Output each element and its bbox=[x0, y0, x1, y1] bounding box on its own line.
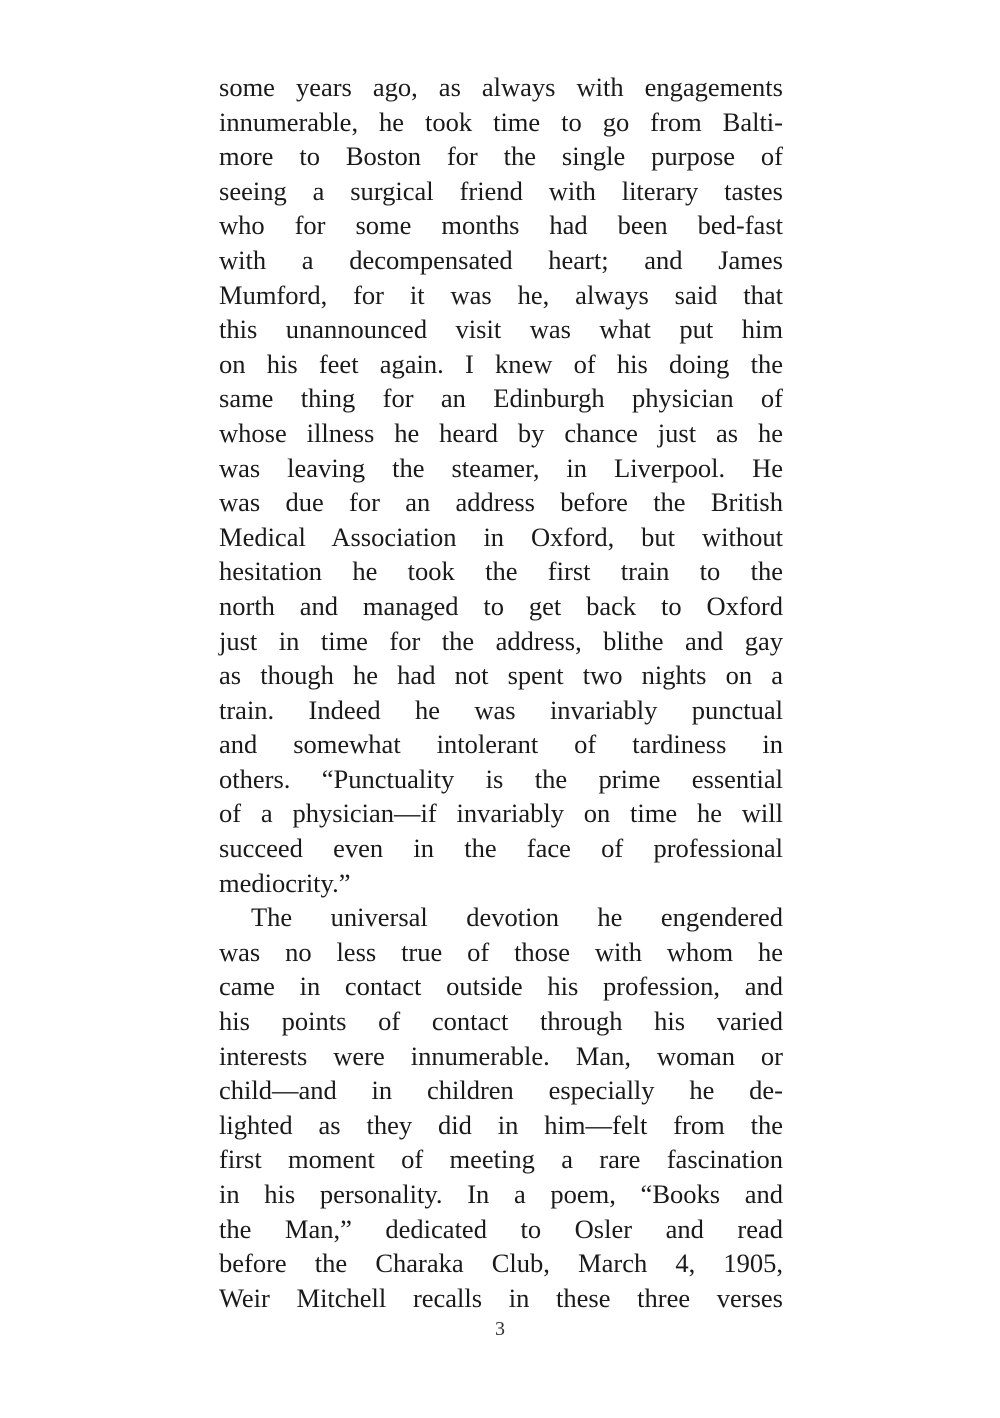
body-text bbox=[219, 70, 783, 1315]
text-line: of a physician—if invariably on time he will bbox=[219, 798, 783, 829]
text-line: hesitation he took the first train to the bbox=[219, 556, 783, 587]
text-line: this unannounced visit was what put him bbox=[219, 314, 783, 345]
paragraph-2 bbox=[219, 900, 783, 1315]
text-line: was no less true of those with whom he bbox=[219, 936, 783, 967]
text-line: before the Charaka Club, March 4, 1905, bbox=[219, 1248, 783, 1279]
text-line: as though he had not spent two nights on a bbox=[219, 660, 783, 691]
text-line: was leaving the steamer, in Liverpool. He bbox=[219, 452, 783, 483]
text-line: in his personality. In a poem, “Books and bbox=[219, 1179, 783, 1209]
text-line: first moment of meeting a rare fascination bbox=[219, 1144, 783, 1175]
text-line: on his feet again. I knew of his doing the bbox=[219, 348, 783, 379]
text-line: child—and in children especially he de- bbox=[219, 1075, 783, 1106]
text-line: The universal devotion he engendered bbox=[251, 902, 783, 933]
text-line: was due for an address before the British bbox=[219, 487, 783, 518]
text-line: north and managed to get back to Oxford bbox=[219, 590, 783, 621]
text-line: some years ago, as always with engagements bbox=[219, 72, 783, 102]
text-line: seeing a surgical friend with literary tastes bbox=[219, 175, 783, 206]
text-line: more to Boston for the single purpose of bbox=[219, 141, 783, 172]
text-line: others. “Punctuality is the prime essential bbox=[219, 763, 783, 794]
text-line: same thing for an Edinburgh physician of bbox=[219, 383, 783, 414]
text-line: whose illness he heard by chance just as he bbox=[219, 417, 783, 448]
text-line: train. Indeed he was invariably punctual bbox=[219, 694, 783, 725]
paragraph-1 bbox=[219, 70, 783, 900]
text-line: Mumford, for it was he, always said that bbox=[219, 279, 783, 310]
text-line: who for some months had been bed-fast bbox=[219, 210, 783, 241]
text-line: succeed even in the face of professional bbox=[219, 833, 783, 864]
text-line: Weir Mitchell recalls in these three verses bbox=[219, 1282, 783, 1313]
text-line: Medical Association in Oxford, but without bbox=[219, 521, 783, 552]
page-number: 3 bbox=[495, 1318, 505, 1340]
text-line: and somewhat intolerant of tardiness in bbox=[219, 729, 783, 760]
text-line: just in time for the address, blithe and gay bbox=[219, 625, 783, 656]
text-line: innumerable, he took time to go from Balti- bbox=[219, 106, 783, 137]
text-line: interests were innumerable. Man, woman or bbox=[219, 1040, 783, 1071]
text-line: mediocrity.” bbox=[219, 867, 351, 898]
text-line: with a decompensated heart; and James bbox=[219, 244, 783, 275]
text-line: his points of contact through his varied bbox=[219, 1006, 783, 1037]
text-line: the Man,” dedicated to Osler and read bbox=[219, 1213, 783, 1244]
text-line: lighted as they did in him—felt from the bbox=[219, 1109, 783, 1140]
text-line: came in contact outside his profession, and bbox=[219, 971, 783, 1002]
